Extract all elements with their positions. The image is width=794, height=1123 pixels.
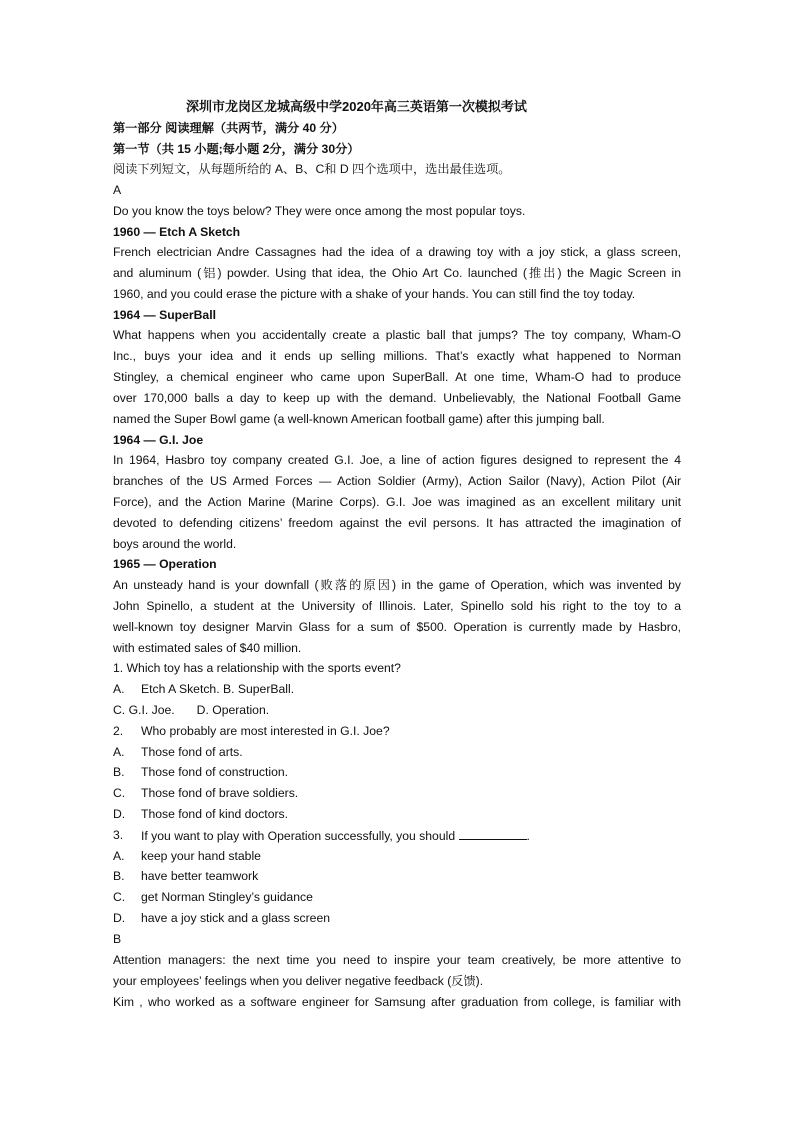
toy-heading-etch-a-sketch: 1960 — Etch A Sketch [113,225,241,239]
paragraph-line: Kim , who worked as a software engineer for Samsung after graduation from college, is familiar with [113,995,681,1009]
paragraph-line: Force), and the Action Marine (Marine Corps). G.I. Joe was imagined as an excellent military unit [113,495,681,509]
option-text: Those fond of kind doctors. [141,807,289,821]
passage-b-label: B [113,932,122,946]
option-text: Etch A Sketch. B. SuperBall. [141,682,295,696]
toy-heading-gi-joe: 1964 — G.I. Joe [113,433,204,447]
option-letter: B. [113,765,125,779]
option-text: Those fond of arts. [141,745,243,759]
question-end: . [526,829,530,843]
paragraph-line: Attention managers: the next time you need to inspire your team creatively, be more attentive to [113,953,681,967]
paragraph-line: named the Super Bowl game (a well-known American football game) after this jumping ball. [113,412,605,426]
question-3 [113,827,530,843]
option-text: get Norman Stingley’s guidance [141,890,313,904]
part-heading: 第一部分 阅读理解（共两节，满分 40 分） [113,121,344,135]
option-c: C. G.I. Joe. [113,703,175,717]
option-letter: A. [113,849,125,863]
option-text: have better teamwork [141,869,259,883]
question-2 [113,723,390,739]
exam-title: 深圳市龙岗区龙城高级中学2020年高三英语第一次模拟考试 [186,99,527,114]
option-letter: D. [113,911,126,925]
q2-option-d [113,806,289,822]
question-stem: If you want to play with Operation successfully, you should [141,829,456,843]
paragraph-line: devoted to defending citizens’ freedom against the evil persons. It has attracted the imagination of [113,516,681,530]
question-text: Who probably are most interested in G.I. Joe? [141,724,390,738]
paragraph-line: Stingley, a chemical engineer who came upon SuperBall. At one time, Wham-O had to produce [113,370,681,384]
question-number: 3. [113,828,124,842]
option-letter: B. [113,869,125,883]
paragraph-line: well-known toy designer Marvin Glass for a sum of $500. Operation is currently made by Hasbro, [113,620,681,634]
paragraph-line: and aluminum (铝) powder. Using that idea, the Ohio Art Co. launched (推出) the Magic Screen in [113,266,681,280]
paragraph-line: In 1964, Hasbro toy company created G.I. Joe, a line of action figures designed to represent the 4 [113,453,681,467]
toy-heading-operation: 1965 — Operation [113,557,217,571]
q3-option-c [113,889,313,905]
paragraph-line: branches of the US Armed Forces — Action Soldier (Army), Action Sailor (Navy), Action Pilot (Air [113,474,681,488]
option-letter: A. [113,745,125,759]
option-letter: C. [113,786,126,800]
q2-option-c [113,785,299,801]
paragraph-line: with estimated sales of $40 million. [113,641,302,655]
option-text: have a joy stick and a glass screen [141,911,331,925]
q3-option-b [113,868,259,884]
q3-option-a [113,848,261,864]
option-letter: C. [113,890,126,904]
paragraph-line: boys around the world. [113,537,237,551]
q2-option-b [113,764,289,780]
paragraph-line: An unsteady hand is your downfall (败落的原因) in the game of Operation, which was invented by [113,578,681,592]
option-text: keep your hand stable [141,849,261,863]
question-number: 2. [113,724,124,738]
q3-option-d [113,910,331,926]
paragraph-line: 1960, and you could erase the picture with a shake of your hands. You can still find the toy today. [113,287,636,301]
paragraph-line: French electrician Andre Cassagnes had the idea of a drawing toy with a joy stick, a glass screen, [113,245,681,259]
option-letter: A. [113,682,125,696]
paragraph-line: John Spinello, a student at the University of Illinois. Later, Spinello sold his right to the toy to a [113,599,681,613]
section-heading: 第一节（共 15 小题;每小题 2分，满分 30分） [113,142,360,156]
paragraph-line: your employees’ feelings when you deliver negative feedback (反馈). [113,974,484,988]
toy-heading-superball: 1964 — SuperBall [113,308,216,322]
option-text: Those fond of brave soldiers. [141,786,299,800]
q2-option-a [113,744,243,760]
option-text: Those fond of construction. [141,765,289,779]
question-text [141,827,530,844]
option-d: D. Operation. [196,703,270,717]
passage-a-label: A [113,183,122,197]
option-letter: D. [113,807,126,821]
paragraph-line: What happens when you accidentally create a plastic ball that jumps? The toy company, Wham-O [113,328,681,342]
passage-a-intro: Do you know the toys below? They were once among the most popular toys. [113,204,526,218]
paragraph-line: Inc., buys your idea and it ends up selling millions. That’s exactly what happened to Norman [113,349,681,363]
question-1: 1. Which toy has a relationship with the sports event? [113,661,401,675]
paragraph-line: over 170,000 balls a day to keep up with the demand. Unbelievably, the National Football Game [113,391,681,405]
instruction-text: 阅读下列短文，从每题所给的 A、B、C和 D 四个选项中，选出最佳选项。 [113,162,511,176]
q1-option-a-b [113,681,295,697]
q1-option-c-d [113,702,681,718]
answer-blank [459,827,527,840]
